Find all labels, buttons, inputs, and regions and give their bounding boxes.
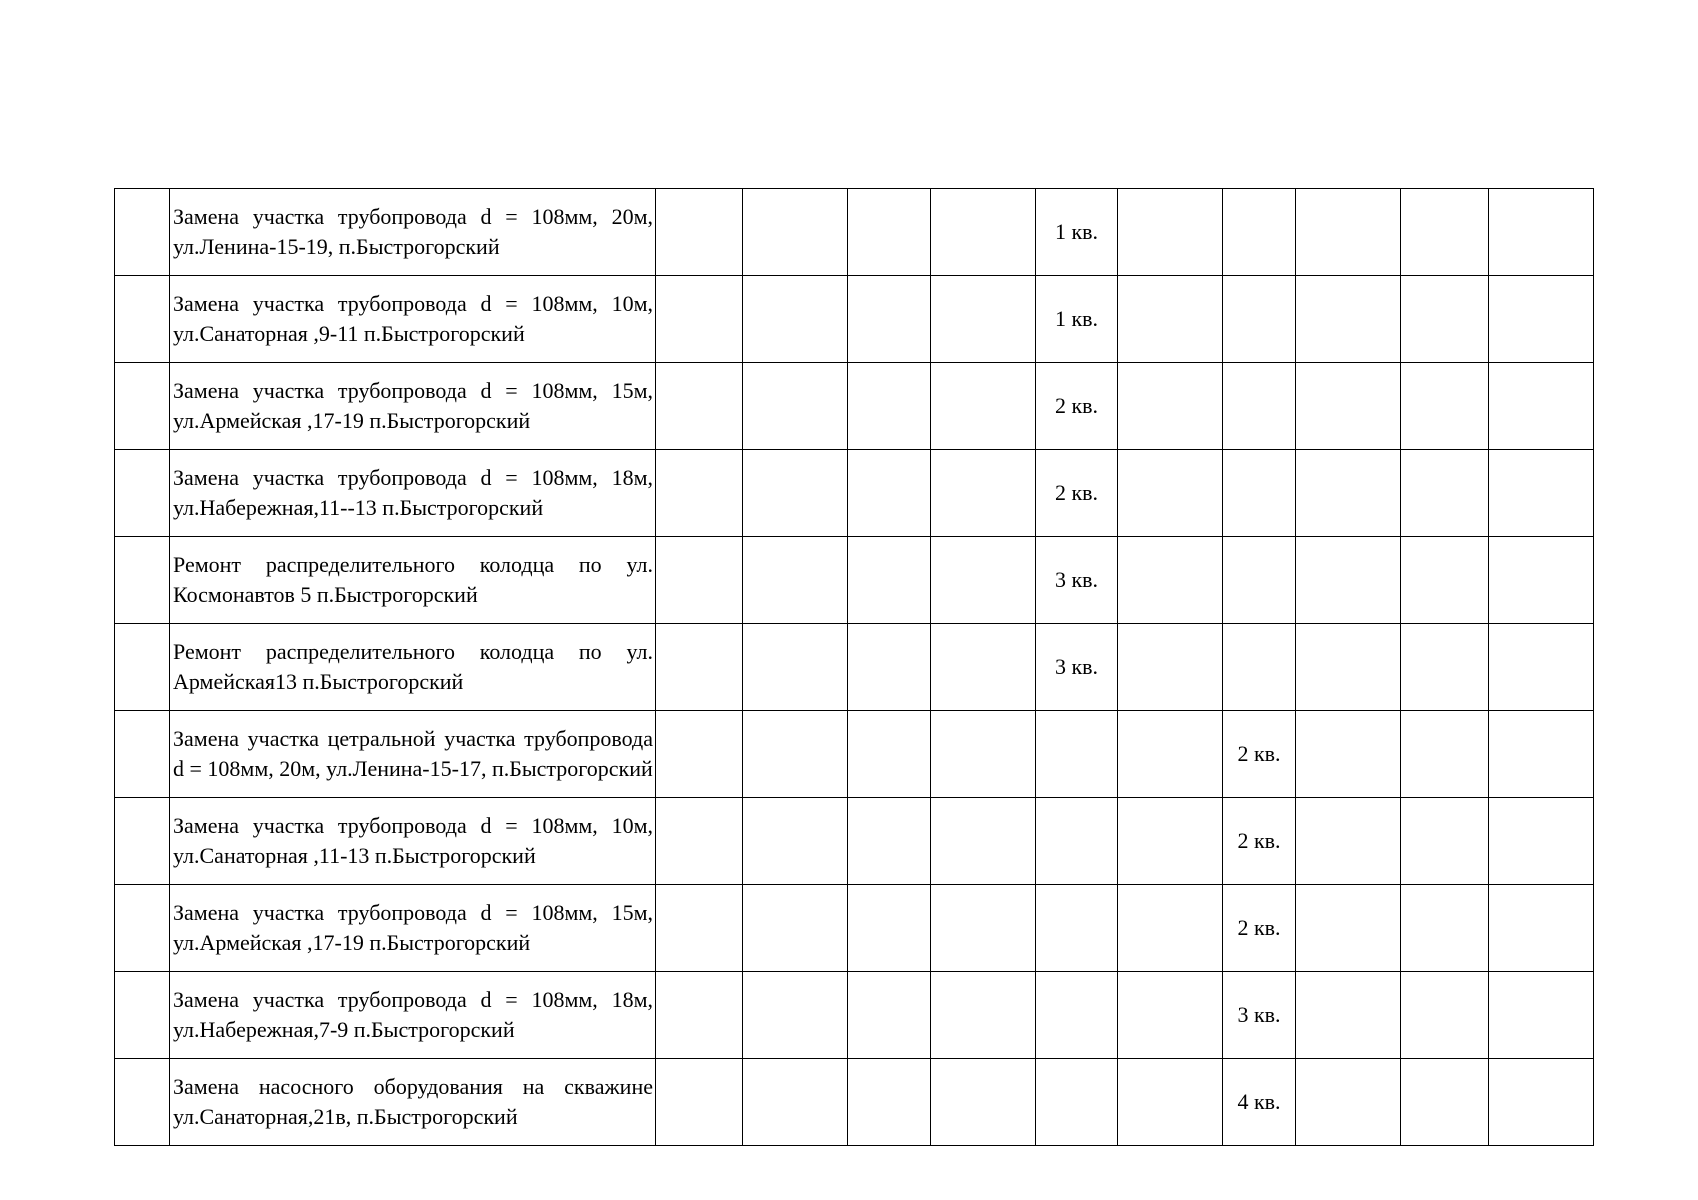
empty-cell: [1036, 798, 1118, 885]
work-description: Замена насосного оборудования на скважине ул.Санаторная,21в, п.Быстрогорский: [173, 1074, 653, 1129]
empty-cell: [743, 363, 848, 450]
empty-cell: [1118, 189, 1223, 276]
empty-cell: [743, 276, 848, 363]
empty-cell: [1223, 276, 1296, 363]
empty-cell: [743, 885, 848, 972]
empty-cell: [1296, 711, 1401, 798]
empty-cell: [656, 189, 743, 276]
table-row: [115, 363, 1594, 450]
empty-cell: [1296, 537, 1401, 624]
empty-cell: [1401, 798, 1489, 885]
empty-cell: [656, 711, 743, 798]
empty-cell: [848, 450, 931, 537]
empty-cell: [1489, 972, 1594, 1059]
empty-cell: [1401, 1059, 1489, 1146]
table-row: [115, 711, 1594, 798]
table-row: [115, 1059, 1594, 1146]
work-description-cell: [170, 1059, 656, 1146]
work-description-cell: [170, 885, 656, 972]
work-description-cell: [170, 972, 656, 1059]
empty-cell: [931, 363, 1036, 450]
work-plan-table: [114, 188, 1594, 1146]
empty-cell: [1489, 276, 1594, 363]
empty-cell: [1296, 276, 1401, 363]
empty-cell: [743, 450, 848, 537]
table-row: [115, 189, 1594, 276]
row-number-cell: [115, 363, 170, 450]
empty-cell: [743, 972, 848, 1059]
empty-cell: [1401, 363, 1489, 450]
empty-cell: [1401, 450, 1489, 537]
empty-cell: [848, 189, 931, 276]
work-description: Ремонт распределительного колодца по ул. Армейская13 п.Быстрогорский: [173, 639, 653, 694]
quarter-cell: 1 кв.: [1036, 189, 1118, 276]
empty-cell: [931, 885, 1036, 972]
empty-cell: [1296, 363, 1401, 450]
empty-cell: [1118, 363, 1223, 450]
row-number-cell: [115, 537, 170, 624]
empty-cell: [1036, 1059, 1118, 1146]
table-body: [115, 189, 1594, 1146]
quarter-cell: 3 кв.: [1223, 972, 1296, 1059]
empty-cell: [1223, 450, 1296, 537]
empty-cell: [656, 1059, 743, 1146]
quarter-cell: 3 кв.: [1036, 537, 1118, 624]
table-row: [115, 972, 1594, 1059]
work-description: Замена участка трубопровода d = 108мм, 10м, ул.Санаторная ,9-11 п.Быстрогорский: [173, 291, 653, 346]
work-description-cell: [170, 189, 656, 276]
empty-cell: [656, 624, 743, 711]
empty-cell: [931, 276, 1036, 363]
empty-cell: [656, 885, 743, 972]
empty-cell: [1118, 1059, 1223, 1146]
quarter-cell: 2 кв.: [1223, 711, 1296, 798]
quarter-cell: 2 кв.: [1223, 885, 1296, 972]
work-description: Ремонт распределительного колодца по ул. Космонавтов 5 п.Быстрогорский: [173, 552, 653, 607]
empty-cell: [931, 189, 1036, 276]
empty-cell: [1401, 189, 1489, 276]
empty-cell: [1296, 885, 1401, 972]
empty-cell: [656, 972, 743, 1059]
work-description-cell: [170, 450, 656, 537]
empty-cell: [1118, 537, 1223, 624]
empty-cell: [848, 624, 931, 711]
empty-cell: [1036, 711, 1118, 798]
row-number-cell: [115, 972, 170, 1059]
work-description: Замена участка трубопровода d = 108мм, 18м, ул.Набережная,11--13 п.Быстрогорский: [173, 465, 653, 520]
empty-cell: [1489, 624, 1594, 711]
empty-cell: [1036, 972, 1118, 1059]
table-row: [115, 450, 1594, 537]
empty-cell: [1296, 450, 1401, 537]
empty-cell: [931, 1059, 1036, 1146]
table-row: [115, 276, 1594, 363]
empty-cell: [848, 711, 931, 798]
empty-cell: [848, 276, 931, 363]
row-number-cell: [115, 711, 170, 798]
empty-cell: [1489, 1059, 1594, 1146]
empty-cell: [1223, 537, 1296, 624]
empty-cell: [1489, 798, 1594, 885]
empty-cell: [1118, 972, 1223, 1059]
empty-cell: [1296, 624, 1401, 711]
empty-cell: [1296, 1059, 1401, 1146]
empty-cell: [1489, 189, 1594, 276]
empty-cell: [1223, 363, 1296, 450]
empty-cell: [1036, 885, 1118, 972]
empty-cell: [656, 276, 743, 363]
empty-cell: [931, 537, 1036, 624]
quarter-cell: 4 кв.: [1223, 1059, 1296, 1146]
empty-cell: [1401, 276, 1489, 363]
empty-cell: [848, 798, 931, 885]
empty-cell: [743, 711, 848, 798]
empty-cell: [656, 450, 743, 537]
quarter-cell: 1 кв.: [1036, 276, 1118, 363]
empty-cell: [1401, 624, 1489, 711]
table-row: [115, 885, 1594, 972]
quarter-cell: 3 кв.: [1036, 624, 1118, 711]
quarter-cell: 2 кв.: [1223, 798, 1296, 885]
empty-cell: [743, 624, 848, 711]
empty-cell: [1401, 885, 1489, 972]
empty-cell: [931, 450, 1036, 537]
empty-cell: [931, 711, 1036, 798]
empty-cell: [1118, 798, 1223, 885]
empty-cell: [1118, 276, 1223, 363]
empty-cell: [848, 1059, 931, 1146]
work-description: Замена участка трубопровода d = 108мм, 15м, ул.Армейская ,17-19 п.Быстрогорский: [173, 378, 653, 433]
work-description: Замена участка трубопровода d = 108мм, 18м, ул.Набережная,7-9 п.Быстрогорский: [173, 987, 653, 1042]
empty-cell: [931, 972, 1036, 1059]
row-number-cell: [115, 885, 170, 972]
work-description-cell: [170, 798, 656, 885]
work-description: Замена участка трубопровода d = 108мм, 20м, ул.Ленина-15-19, п.Быстрогорский: [173, 204, 653, 259]
work-description-cell: [170, 711, 656, 798]
work-description: Замена участка цетральной участка трубопровода d = 108мм, 20м, ул.Ленина-15-17, п.Быстрогорский: [173, 726, 653, 781]
quarter-cell: 2 кв.: [1036, 363, 1118, 450]
empty-cell: [1401, 972, 1489, 1059]
work-description: Замена участка трубопровода d = 108мм, 10м, ул.Санаторная ,11-13 п.Быстрогорский: [173, 813, 653, 868]
empty-cell: [931, 624, 1036, 711]
empty-cell: [1489, 363, 1594, 450]
table-row: [115, 537, 1594, 624]
empty-cell: [848, 972, 931, 1059]
empty-cell: [1118, 450, 1223, 537]
empty-cell: [1401, 711, 1489, 798]
empty-cell: [1118, 624, 1223, 711]
empty-cell: [743, 537, 848, 624]
work-description-cell: [170, 363, 656, 450]
empty-cell: [656, 363, 743, 450]
empty-cell: [656, 798, 743, 885]
empty-cell: [1401, 537, 1489, 624]
row-number-cell: [115, 450, 170, 537]
empty-cell: [1489, 450, 1594, 537]
empty-cell: [1223, 189, 1296, 276]
empty-cell: [1296, 189, 1401, 276]
quarter-cell: 2 кв.: [1036, 450, 1118, 537]
empty-cell: [743, 798, 848, 885]
empty-cell: [1118, 711, 1223, 798]
empty-cell: [1296, 972, 1401, 1059]
work-description-cell: [170, 537, 656, 624]
row-number-cell: [115, 624, 170, 711]
empty-cell: [1489, 711, 1594, 798]
empty-cell: [931, 798, 1036, 885]
empty-cell: [848, 363, 931, 450]
row-number-cell: [115, 276, 170, 363]
row-number-cell: [115, 798, 170, 885]
empty-cell: [743, 1059, 848, 1146]
table-row: [115, 624, 1594, 711]
row-number-cell: [115, 189, 170, 276]
empty-cell: [1489, 885, 1594, 972]
work-description-cell: [170, 276, 656, 363]
row-number-cell: [115, 1059, 170, 1146]
work-description-cell: [170, 624, 656, 711]
empty-cell: [1296, 798, 1401, 885]
empty-cell: [1223, 624, 1296, 711]
empty-cell: [1118, 885, 1223, 972]
empty-cell: [1489, 537, 1594, 624]
empty-cell: [848, 885, 931, 972]
work-description: Замена участка трубопровода d = 108мм, 15м, ул.Армейская ,17-19 п.Быстрогорский: [173, 900, 653, 955]
empty-cell: [743, 189, 848, 276]
table-row: [115, 798, 1594, 885]
empty-cell: [848, 537, 931, 624]
empty-cell: [656, 537, 743, 624]
